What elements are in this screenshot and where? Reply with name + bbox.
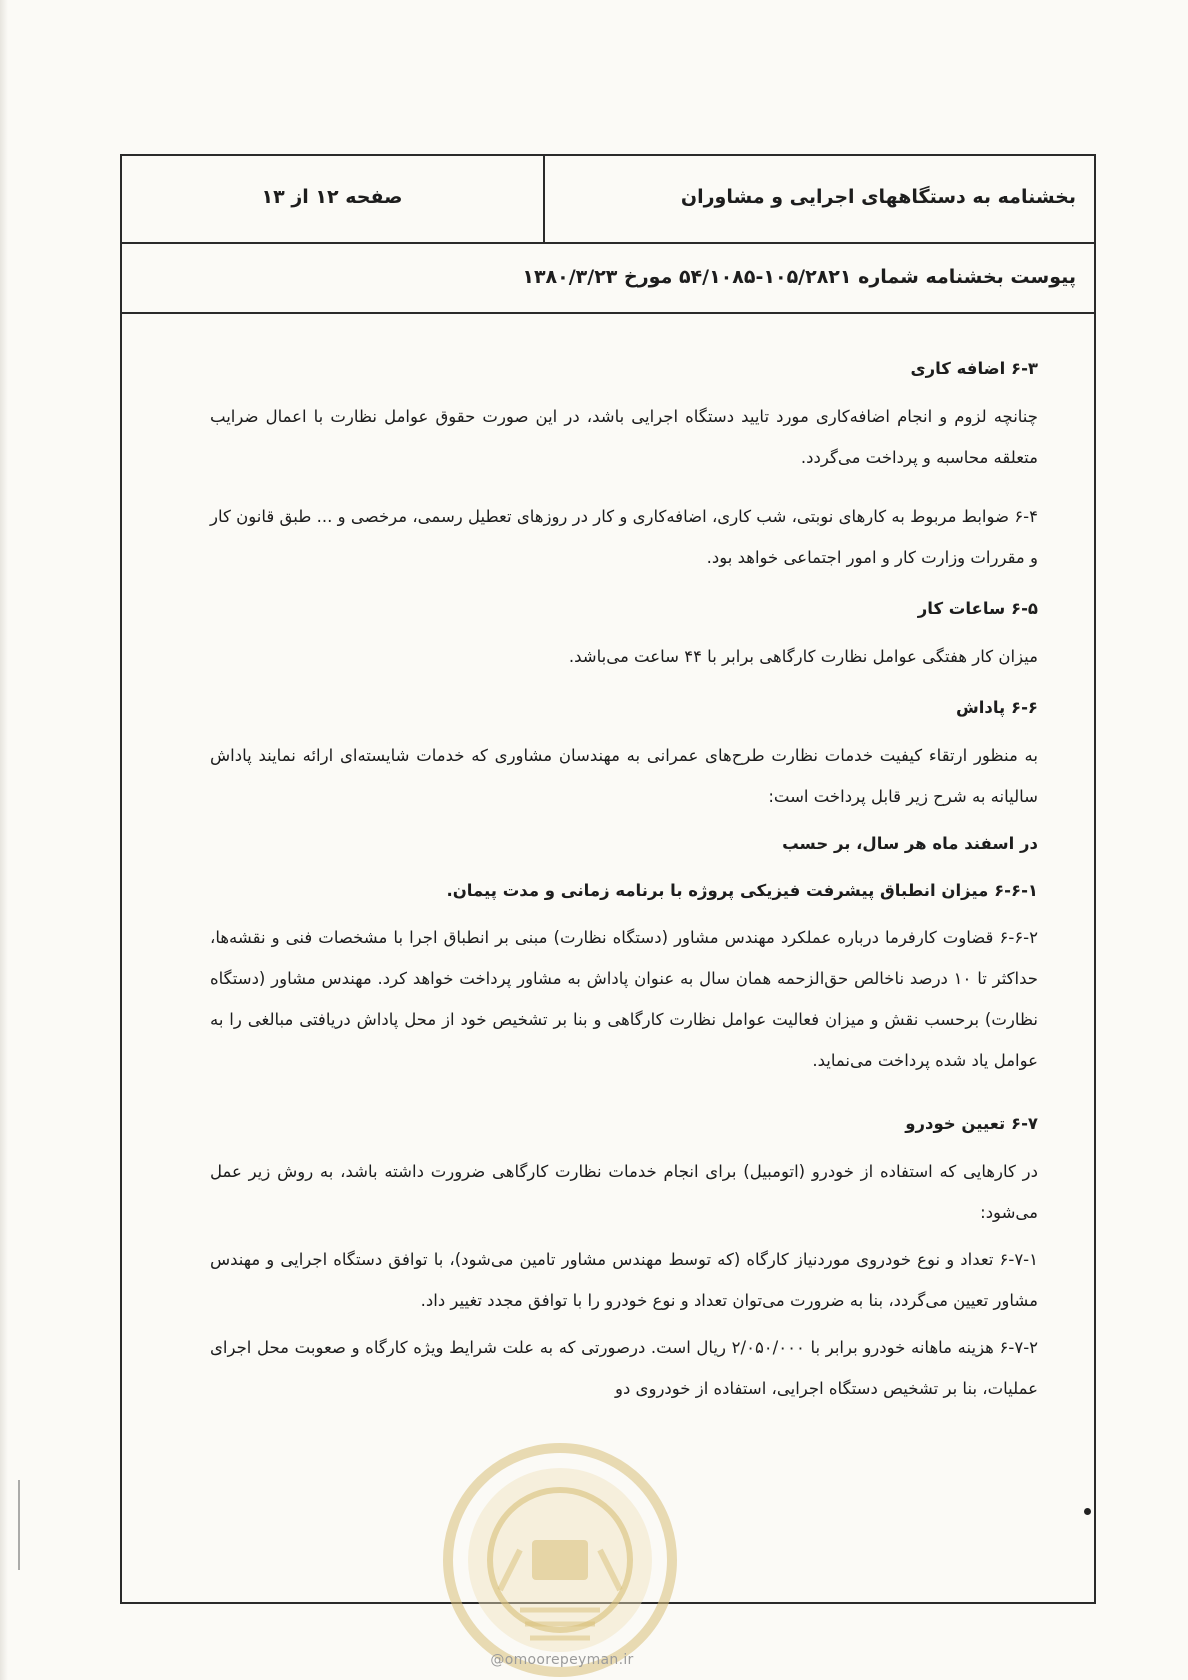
page-number: صفحه ۱۲ از ۱۳: [261, 186, 403, 208]
section-6-7-1: ۶-۷-۱ تعداد و نوع خودروی موردنیاز کارگاه (که توسط مهندس مشاور تامین می‌شود)، با توافق دستگاه اجرایی و مهندس مشاور تعیین می‌گردد، بنا به ضرورت می‌توان تعداد و نوع خودرو را با توافق مجدد تغییر داد.: [210, 1250, 1038, 1310]
section-6-5-heading: ۶-۵ ساعات کار: [917, 599, 1038, 618]
scan-mark: [18, 1480, 20, 1570]
section-6-6-body: به منظور ارتقاء کیفیت خدمات نظارت طرح‌های عمرانی به مهندسان مشاوری که خدمات شایسته‌ای ارائه نمایند پاداش سالیانه به شرح زیر قابل پرداخت است:: [210, 746, 1038, 806]
section-6-7-2: ۶-۷-۲ هزینه ماهانه خودرو برابر با ۲/۰۵۰/۰۰۰ ریال است. درصورتی که به علت شرایط ویژه کارگاه و صعوبت محل اجرای عملیات، بنا بر تشخیص دستگاه اجرایی، استفاده از خودروی دو: [210, 1338, 1039, 1398]
document-title: بخشنامه به دستگاههای اجرایی و مشاوران: [680, 186, 1076, 208]
section-6-3-body: چنانچه لزوم و انجام اضافه‌کاری مورد تایید دستگاه اجرایی باشد، در این صورت حقوق عوامل نظارت با اعمال ضرایب متعلقه محاسبه و پرداخت می‌گردد.: [210, 407, 1038, 467]
attachment-reference: پیوست بخشنامه شماره ۱۰۵/۲۸۲۱-۵۴/۱۰۸۵ مورخ ۱۳۸۰/۳/۲۳: [522, 266, 1076, 288]
section-6-6-timing: در اسفند ماه هر سال، بر حسب: [782, 834, 1038, 853]
watermark-site: @omoorepeyman.ir: [490, 1652, 634, 1668]
section-6-3-heading: ۶-۳ اضافه کاری: [910, 359, 1038, 378]
section-6-6-heading: ۶-۶ پاداش: [955, 698, 1038, 717]
header-row: [122, 156, 1094, 244]
seal-logo-icon: [440, 1440, 680, 1680]
section-6-7-heading: ۶-۷ تعیین خودرو: [905, 1114, 1038, 1133]
section-6-7-body: در کارهایی که استفاده از خودرو (اتومبیل) برای انجام خدمات نظارت کارگاهی ضرورت داشته باشد، به روش زیر عمل می‌شود:: [210, 1162, 1038, 1222]
section-6-4-body: ۶-۴ ضوابط مربوط به کارهای نوبتی، شب کاری، اضافه‌کاری و کار در روزهای تعطیل رسمی، مرخصی و ... طبق قانون کار و مقررات وزارت کار و امور اجتماعی خواهد بود.: [210, 507, 1038, 567]
section-6-6-2: ۶-۶-۲ قضاوت کارفرما درباره عملکرد مهندس مشاور (دستگاه نظارت) مبنی بر انطباق اجرا با مشخصات فنی و نقشه‌ها، حداکثر تا ۱۰ درصد ناخالص حق‌الزحمه همان سال به عنوان پاداش به مشاور پرداخت خواهد کرد. مهندس مشاور (دستگاه نظارت) برحسب نقش و میزان فعالیت عوامل نظارت کارگاهی و بنا بر تشخیص خود از محل پاداش دریافتی مبالغی را به عوامل یاد شده پرداخت می‌نماید.: [210, 928, 1038, 1070]
header-divider: [543, 156, 545, 242]
section-6-6-1: ۶-۶-۱ میزان انطباق پیشرفت فیزیکی پروژه با برنامه زمانی و مدت پیمان.: [446, 881, 1038, 900]
scan-edge-shadow: [0, 0, 8, 1680]
section-6-5-body: میزان کار هفتگی عوامل نظارت کارگاهی برابر با ۴۴ ساعت می‌باشد.: [568, 647, 1038, 666]
scan-dot: [1084, 1508, 1091, 1515]
attachment-row: [122, 244, 1094, 314]
document-body: [210, 356, 1038, 1415]
